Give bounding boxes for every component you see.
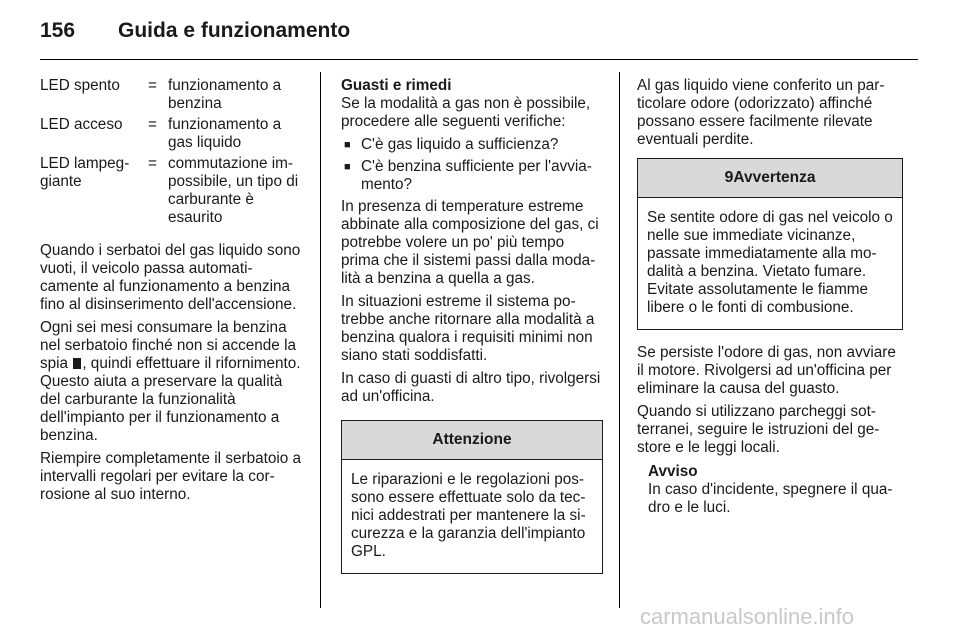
- bullet-square-icon: ■: [344, 139, 351, 151]
- led-description: commutazione impossibile, un tipo di carburante è esaurito: [168, 155, 299, 226]
- warning-triangle-icon: 9: [724, 169, 734, 186]
- led-status-table: [40, 77, 306, 227]
- page-title: Guida e funzionamento: [118, 19, 351, 42]
- led-label: LED lampeggiante: [40, 155, 130, 190]
- notice-title: Avviso: [648, 463, 698, 480]
- warning-box: [637, 158, 903, 330]
- header-rule: [40, 59, 918, 60]
- notice: [637, 463, 903, 517]
- paragraph-intro: Se la modalità a gas non è possibile, procedere alle seguenti verifiche:: [341, 95, 591, 130]
- bullet-square-icon: ■: [344, 161, 351, 173]
- section-heading: Guasti e rimedi: [341, 77, 452, 94]
- led-description: funzionamento a gas liquido: [168, 116, 282, 151]
- warning-header: [638, 159, 902, 198]
- column-middle: [341, 77, 603, 574]
- list-item-text: C'è gas liquido a sufficienza?: [361, 136, 559, 153]
- paragraph-temperature: In presenza di temperature estreme abbinate alla composizione del gas, ci potrebbe volere un po' più tempo prima che il sistemi passi dalla modalità a benzina a quella a gas.: [341, 198, 599, 287]
- led-equals: =: [148, 77, 157, 94]
- led-row: [40, 116, 306, 152]
- warning-text: Se sentite odore di gas nel veicolo o nelle sue immediate vicinanze, passate immediatamente alla modalità a benzina. Vietato fumare. Evitate assolutamente le fiamme libere o le fonti di combusione.: [647, 209, 893, 316]
- led-description: funzionamento a benzina: [168, 77, 282, 112]
- column-right: [637, 77, 903, 517]
- checklist: [341, 136, 603, 194]
- led-equals: =: [148, 155, 157, 172]
- list-item: [341, 158, 603, 194]
- paragraph-odorized: Al gas liquido viene conferito un particolare odore (odorizzato) affinché possano essere facilmente rilevate eventuali perdite.: [637, 77, 885, 148]
- column-divider: [320, 72, 321, 608]
- paragraph-tank-empty: Quando i serbatoi del gas liquido sono vuoti, il veicolo passa automaticamente al funzionamento a benzina fino al disinserimento dell'accensione.: [40, 242, 301, 313]
- column-divider: [619, 72, 620, 608]
- paragraph-consume-petrol: [40, 319, 306, 445]
- list-item-text: C'è benzina sufficiente per l'avviamento?: [361, 158, 592, 193]
- notice-text: In caso d'incidente, spegnere il quadro e le luci.: [648, 481, 893, 516]
- paragraph-parking: Quando si utilizzano parcheggi sotterranei, seguire le istruzioni del gestore e le leggi locali.: [637, 403, 880, 456]
- page-number: 156: [40, 19, 76, 42]
- text-before-icon: Ogni sei mesi consumare la benzina nel serbatoio finché non si accende la spia: [40, 319, 296, 372]
- paragraph-workshop: In caso di guasti di altro tipo, rivolgersi ad un'officina.: [341, 370, 601, 405]
- text-after-icon: , quindi effettuare il rifornimento. Questo aiuta a preservare la qualità del carburante la funzionalità dell'impianto per il funzionamento a benzina.: [40, 355, 301, 444]
- led-row: [40, 77, 306, 113]
- warning-title: Avvertenza: [733, 169, 816, 186]
- led-equals: =: [148, 116, 157, 133]
- caution-title: Attenzione: [342, 421, 602, 460]
- paragraph-persist: Se persiste l'odore di gas, non avviare il motore. Rivolgersi ad un'officina per eliminare la causa del guasto.: [637, 344, 896, 397]
- watermark: carmanualsonline.info: [640, 604, 855, 629]
- column-left: [40, 77, 306, 509]
- led-label: LED spento: [40, 77, 120, 94]
- led-row: [40, 155, 306, 227]
- caution-box: [341, 420, 603, 574]
- paragraph-refill: Riempire completamente il serbatoio a intervalli regolari per evitare la corrosione al suo interno.: [40, 450, 302, 503]
- caution-text: Le riparazioni e le regolazioni possono essere effettuate solo da tecnici addestrati per mantenere la sicurezza e la garanzia dell'impianto GPL.: [351, 471, 586, 560]
- paragraph-extreme: In situazioni estreme il sistema potrebbe anche ritornare alla modalità a benzina qualora i requisiti minimi non siano stati soddisfatti.: [341, 293, 595, 364]
- list-item: [341, 136, 603, 154]
- led-label: LED acceso: [40, 116, 123, 133]
- fuel-pump-icon: [73, 358, 81, 369]
